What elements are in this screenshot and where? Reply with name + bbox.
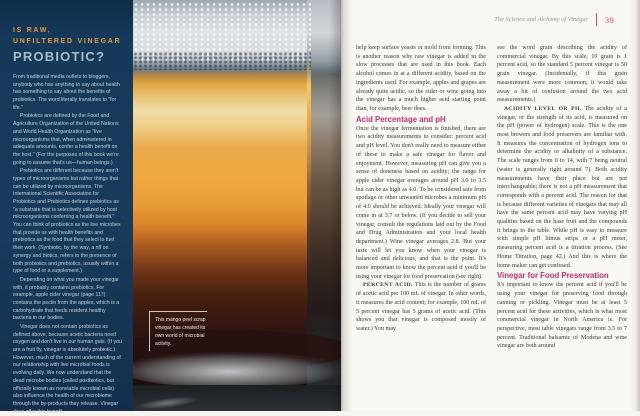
sidebar-kicker [13,26,122,47]
photo-caption: This mango peel scrap vinegar has created its own world of microbial activity. [149,311,207,351]
sidebar-title: PROBIOTIC? [13,49,106,64]
vinegar-jar-photo [133,0,341,411]
body-paragraph: Once the vinegar fermentation is finished, there are two acidity measurements to consider: percent acid and pH level. You don't really need to measure either of these to make a safe vinegar for flavor and enjoyment. However, measuring pH can give you a sense of doneness based on acidity; the range for apple cider vinegar averages around pH 3.0 to 3.5 but can be as high as 4.0. To be considered safe from spoilage or other unwanted microbes a minimum pH of 4.0 should be achieved. Ideally your vinegar will come in at 3.7 or below. (If you decide to sell your vinegar, consult the regulations laid out by the Food and Drug Administration and your local health department.) Wine vinegar averages 2.8. But your taste will let you know when your vinegar is balanced and delicious, and that is the point. It's more important to know the percent acid if you'll be using your vinegar for food preservation (see right). [356,125,486,280]
body-paragraph: It's important to know the percent acid if you'll be using your vinegar for preserving food through canning or pickling. Vinegar must be at least 5 percent acid for these activities, which is what most commercial vinegar in North America is. For perspective, most table vinegars range from 3.5 to 7 percent. Traditional balsamic of Modena and wine vinegar are both around [497,282,627,350]
sidebar-paragraph: From traditional media outlets to bloggers, anybody who has anything to say about health has something to say about the benefits of probiotics. The word literally translates to "for life." [13,74,120,111]
term-lead: PERCENT ACID. [363,282,413,289]
body-paragraph: help keep surface yeasts or mold from forming. This is another reason why raw vinegar is added in the slow processes that are used in this book. Each alcohol comes in at a different acidity, based on the ingredients used. For example, apples and grapes are already quite acidic, so the cider or wine going into the vinegar has a much higher acid starting point than, for example, beer does. [356,45,486,112]
sidebar-paragraph: Vinegar does not contain probiotics as defined above, because acetic bacteria need oxygen and don't live in our human guts. (If you are a fruit fly, vinegar is absolutely probiotic.) However, much of the current understanding of our relationship with live microbial foods is evolving daily. We now understand that the dead microbe bodies (called postbiotics, but officially known as nonviable microbial cells) also influence the health of our microbiome through the by-products they release. Vinegar does offer this benefit. [13,324,122,415]
section-heading-food-preservation: Vinegar for Food Preservation [497,271,609,281]
page-number: 39 [604,14,614,25]
term-percent-acid [356,281,486,333]
photo-jar-base-highlight [133,352,341,388]
running-header [494,13,614,26]
sidebar-paragraph: Depending on what you made your vinegar with, it probably contains prebiotics. For example, apple cider vinegar (page 117) contains the pectin from the apples, which is a carbohydrate that feeds resident healthy bacteria in our bodies. [13,276,120,322]
body-columns [356,44,628,351]
section-heading-acid-percentage: Acid Percentage and pH [356,114,446,124]
term-lead: ACIDITY LEVEL OR PH. [504,105,582,112]
photo-film-specks [133,52,311,70]
text-column-left [356,44,486,351]
sidebar-paragraph: Probiotics are defined by the Food and Agriculture Organization of the United Nations and World Health Organization as "live microorganisms that, when administered in adequate amounts, confer a health benefit on the host." (For the purposes of this book we're going to assume that's us—human beings.) [13,113,119,166]
term-acidity-level [497,105,627,270]
probiotic-sidebar [0,0,133,415]
body-paragraph: see the word grain describing the acidity of commercial vinegar. By this scale, 10 grain is 1 percent acid, so the standard 5 percent vinegar is 50 grain vinegar. (Incidentally, if this grain measurement were more common, it would take away a bit of confusion around the two acid measurements.) [497,45,627,104]
right-page [341,0,640,411]
sidebar-kicker-line1: IS RAW, [13,27,52,34]
term-text: The acidity of a vinegar, or the strength of its acid, is measured on the pH (power of hydrogen) scale. This is the one most brewers and food preservers are familiar with. It measures the concentration of hydrogen ions to determine the acidity or alkalinity of a substance. The scale ranges from 0 to 14, with 7 being neutral (water is generally right around 7). Both acidity measurements have their place but are not interchangeable; there is not a pH measurement that corresponds with a percent acid. The reason for that is because different varieties of vinegars that may all have the same percent acid may have varying pH qualities based on the base fruit and the compounds it brings to the table. While pH is easy to measure with simple pH litmus strips or a pH meter, measuring percent acid is a titration process. (See Home Titration, page 42.) And this is where the home maker can get confused. [497,105,627,269]
sidebar-kicker-line2: UNFILTERED VINEGAR [13,37,122,45]
term-text: This is the number of grams of acetic acid per 100 mL of vinegar. In other words, it measures the acid content; for example, 100 mL of 5 percent vinegar has 5 grams of acetic acid. (This shows you that vinegar is composed mostly of water.) You may [356,282,486,332]
text-column-right [497,44,627,351]
sidebar-paragraph: Prebiotics are different because they aren't types of microorganisms but rather things that can be utilized by microorganisms. The International Scientific Association for Probiotics and Prebiotics defines prebiotics as "a substrate that is selectively utilized by host microorganisms conferring a health benefit." You can think of probiotics as the live microbes that provide us with health benefits and prebiotics as the food that they select to fuel their work. (Synbiotic, by the way, a riff on synergy and biotics, refers to the presence of both probiotics and prebiotics, usually within a type of food or a supplement.) [13,168,121,275]
header-divider [596,13,597,26]
running-title: The Science and Alchemy of Vinegar [494,16,588,23]
